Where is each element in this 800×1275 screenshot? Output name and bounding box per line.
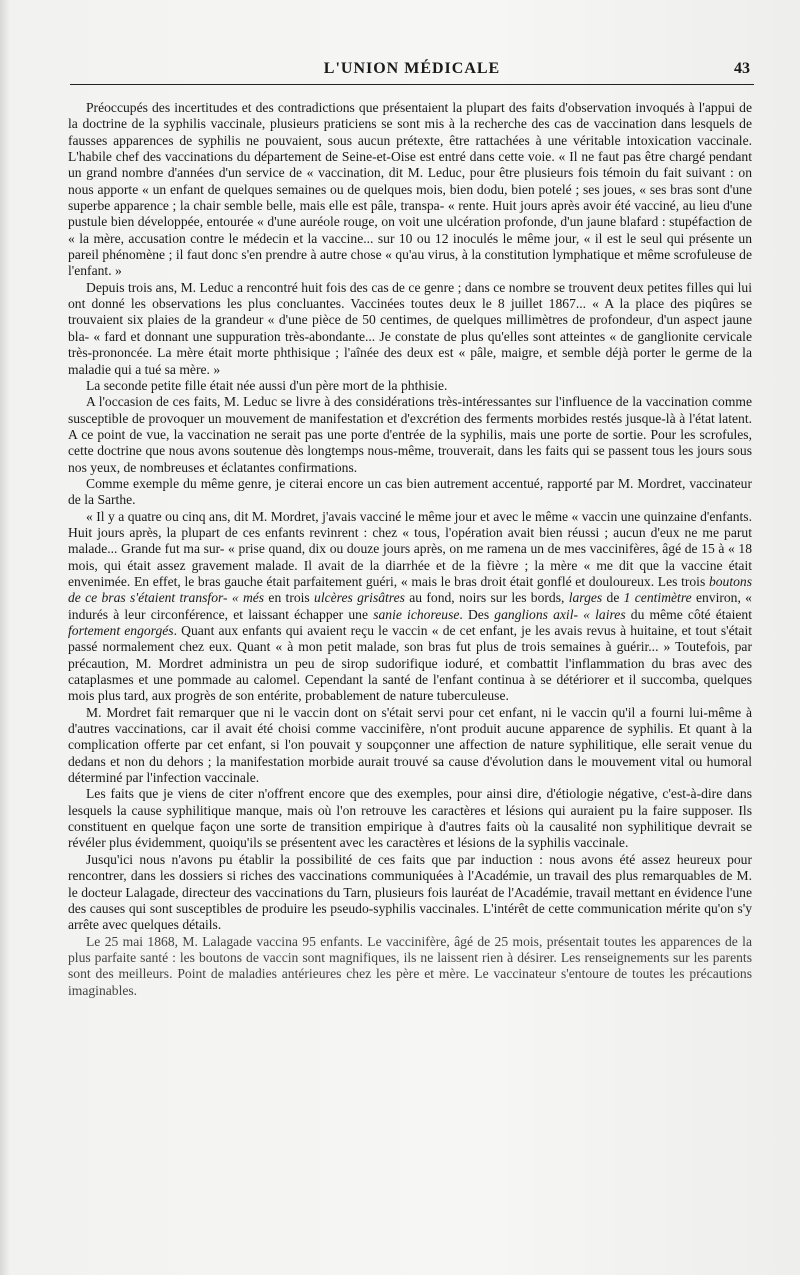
paragraph: Le 25 mai 1868, M. Lalagade vaccina 95 enfants. Le vaccinifère, âgé de 25 mois, présentait toutes les apparences de la plus parfaite santé : les boutons de vaccin sont magnifiques, ils ne laissent rien à désirer. Les renseignements sur les parents sont des meilleurs. Point de maladies antérieures chez les père et mère. Le vaccinateur s'entoure de toutes les précautions imaginables. bbox=[68, 933, 752, 998]
quote-text: « Il y a quatre ou cinq ans, dit M. Mordret, j'avais vacciné le même jour et avec le même « vaccin une quinzaine d'enfants. Huit jours après, la plupart de ces enfants revinrent : chez « tous, l'opération avait bien réussi ; aucun d'eux ne me parut malade... Grande fut ma sur- « prise quand, dix ou douze jours après, on me ramena un de mes vaccinifères, âgé de 15 à « 18 mois, qui était assez gravement malade. Il avait de la diarrhée et de la fièvre ; la mère « me dit que la vaccine était envenimée. En effet, le bras gauche était parfaitement guéri, « mais le bras droit était gonflé et douloureux. Les trois bbox=[68, 508, 752, 589]
italic-text: fortement engorgés bbox=[68, 623, 174, 638]
italic-text: ulcères grisâtres bbox=[314, 590, 405, 606]
paragraph: M. Mordret fait remarquer que ni le vaccin dont on s'était servi pour cet enfant, ni le vaccin qu'il a fourni lui-même à d'autres vaccinations, car il avait été choisi comme vaccinifère, n'ont produit aucune apparence de syphilis. Et quant à la complication offerte par cet enfant, si l'on pouvait y soupçonner une affection de nature syphilitique, elle serait venue du dedans et non du dehors ; la manifestation morbide aurait trouvé sa cause d'évolution dans le mouvement vital ou humoral déterminé par l'infection vaccinale. bbox=[68, 704, 752, 786]
running-title: L'UNION MÉDICALE bbox=[323, 60, 501, 77]
quote-text: au fond, noirs sur les bords, bbox=[409, 590, 565, 606]
quote-text: en trois bbox=[268, 590, 310, 606]
italic-text: larges bbox=[568, 590, 603, 606]
quote-text: . Quant aux enfants qui avaient reçu le vaccin « de cet enfant, je les avais revus à huitaine, et tout s'était passé normalement chez eux. Quant « à mon petit malade, son bras fut plus de trois semaines à guérir... » Toutefois, par précaution, M. Mordret administra un peu de sirop sudorifique ioduré, et combattit l'inflammation du bras avec des cataplasmes et une pommade au calomel. Cependant la santé de l'enfant continua à se détériorer et il succomba, quelques mois plus tard, aux progrès de son entérite, probablement de nature tuberculeuse. bbox=[68, 623, 752, 704]
paragraph: Préoccupés des incertitudes et des contradictions que présentaient la plupart des faits d'observation invoqués à l'appui de la doctrine de la syphilis vaccinale, plusieurs praticiens se sont mis à la recherche des cas de vaccination dans lesquels de fausses apparences de syphilis ne pouvaient, sous aucun prétexte, être rattachées à une véritable intoxication vaccinale. L'habile chef des vaccinations du département de Seine-et-Oise est entré dans cette voie. « Il ne faut pas être chargé pendant un grand nombre d'années d'un service de « vaccination, dit M. Leduc, pour être plusieurs fois témoin du fait suivant : on nous apporte « un enfant de quelques semaines ou de quelques mois, bien dodu, bien potelé ; ses joues, « ses bras sont d'une superbe apparence ; la chair semble belle, mais elle est pâle, transpa- « rente. Huit jours après avoir été vacciné, au lieu d'une pustule bien développée, entourée « d'une auréole rouge, on voit une ulcération profonde, d'un jaune blafard : stupéfaction de « la mère, accusation contre le médecin et la vaccine... sur 10 ou 12 inoculés le même jour, « il est le seul qui présente un pareil phénomène ; il faut donc s'en prendre à autre chose « qu'au virus, à la constitution lymphatique et même scrofuleuse de l'enfant. » bbox=[68, 100, 752, 279]
quote-text: . Des bbox=[459, 606, 490, 622]
italic-text: sanie ichoreuse bbox=[373, 606, 460, 622]
paragraph: Les faits que je viens de citer n'offrent encore que des exemples, pour ainsi dire, d'étiologie négative, c'est-à-dire dans lesquels la cause syphilitique manque, mais où l'on retrouve les caractères et lésions qui auraient pu la faire supposer. Ils constituent en quelque façon une sorte de transition empirique à d'autres faits où la causalité non syphilitique devrait se révéler plus évidemment, quoiqu'ils se présentent avec les caractères et lésions de la syphilis vaccinale. bbox=[68, 786, 752, 851]
italic-text: 1 centimètre bbox=[623, 590, 692, 606]
italic-text: ganglions axil- « laires bbox=[494, 606, 626, 622]
quote-text: environ, « indurés à leur circonférence, et laissant échapper une bbox=[68, 590, 752, 622]
paragraph: A l'occasion de ces faits, M. Leduc se livre à des considérations très-intéressantes sur l'influence de la vaccination comme susceptible de provoquer un mouvement de manifestation et d'excrétion des ferments morbides restés jusque-là à l'état latent. A ce point de vue, la vaccination ne serait pas une porte d'entrée de la syphilis, mais une porte de sortie. Pour les scrofules, cette doctrine que nous avons soutenue dès longtemps nous-même, trouverait, dans les faits qui se passent tous les jours sous nos yeux, de nombreuses et éclatantes confirmations. bbox=[68, 394, 752, 475]
paragraph: Jusqu'ici nous n'avons pu établir la possibilité de ces faits que par induction : nous avons été assez heureux pour rencontrer, dans les dossiers si riches des vaccinations communiquées à l'Académie, un travail des plus remarquables de M. le docteur Lalagade, directeur des vaccinations du Tarn, plusieurs fois lauréat de l'Académie, travail mettant en évidence l'une des causes qui sont susceptibles de produire les pseudo-syphilis vaccinales. L'intérêt de cette communication mérite qu'on s'y arrête avec quelques détails. bbox=[68, 851, 752, 933]
page-number: 43 bbox=[734, 60, 750, 77]
mordret-quote-paragraph bbox=[68, 509, 752, 705]
paragraph: La seconde petite fille était née aussi d'un père mort de la phthisie. bbox=[86, 377, 448, 393]
paragraph: Depuis trois ans, M. Leduc a rencontré huit fois des cas de ce genre ; dans ce nombre se trouvent deux petites filles qui lui ont donné les observations les plus concluantes. Vaccinées toutes deux le 8 juillet 1867... « A la place des piqûres se trouvaient six plaies de la grandeur « d'une pièce de 50 centimes, de quelques millimètres de profondeur, d'un aspect jaune bla- « fard et donnant une suppuration très-abondante... Je constate de plus qu'elles sont atteintes « de ganglionite cervicale très-prononcée. La mère était morte phthisique ; l'aînée des deux est « pâle, maigre, et semble déjà porter le germe de la maladie qui a tué sa mère. » bbox=[68, 279, 752, 377]
italic-text: boutons de ce bras s'étaient transfor- « més bbox=[68, 573, 752, 606]
quote-text: du même côté étaient bbox=[630, 606, 752, 622]
article-body bbox=[68, 100, 752, 999]
quote-text: de bbox=[606, 590, 620, 606]
paragraph: Comme exemple du même genre, je citerai encore un cas bien autrement accentué, rapporté par M. Mordret, vaccinateur de la Sarthe. bbox=[68, 475, 752, 508]
page-header bbox=[70, 56, 754, 85]
